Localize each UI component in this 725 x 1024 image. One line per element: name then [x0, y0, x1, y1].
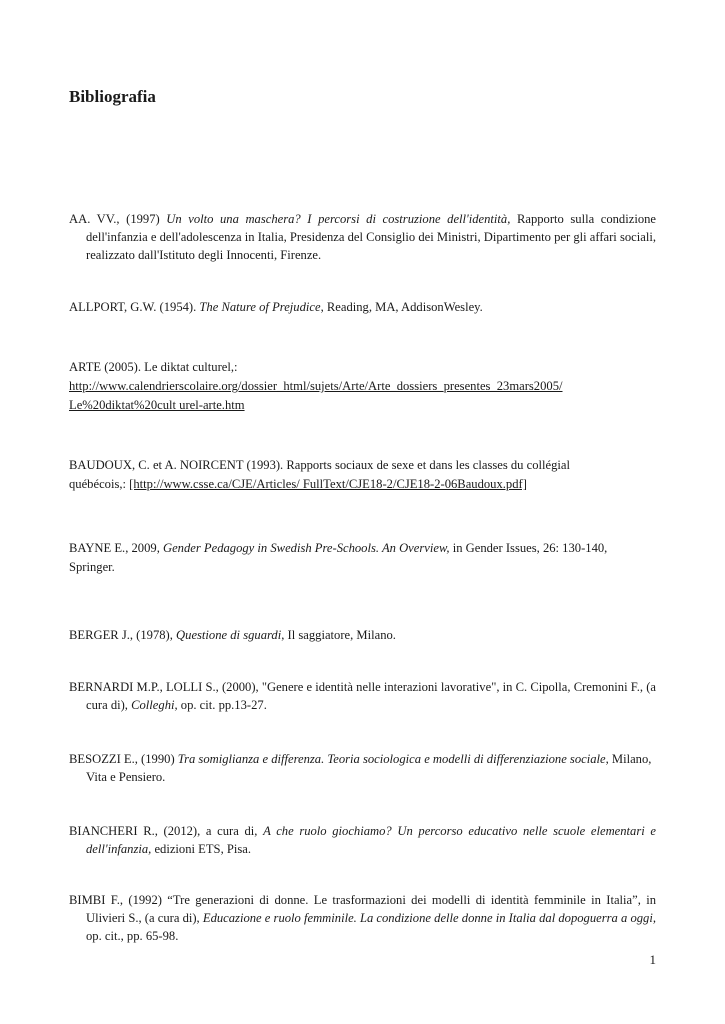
entry-title: Gender Pedagogy in Swedish Pre-Schools. An Overview,	[163, 541, 450, 555]
bibliography-entry-biancheri	[69, 822, 656, 858]
bibliography-entry-baudoux	[69, 456, 656, 494]
bibliography-entry-besozzi	[69, 750, 656, 786]
entry-text: in Gender Issues, 26: 130-140,	[449, 541, 608, 555]
entry-text: BESOZZI E., (1990)	[69, 752, 178, 766]
entry-title: The Nature of Prejudice	[199, 300, 321, 314]
entry-text: op. cit. pp.13-27.	[177, 698, 267, 712]
entry-text: Milano, Vita e Pensiero.	[86, 752, 652, 784]
entry-text: , Il saggiatore, Milano.	[281, 628, 396, 642]
entry-title: A che ruolo giochiamo? Un percorso educativo nelle scuole elementari e dell'infanzia,	[86, 824, 656, 856]
bibliography-entry-allport	[69, 298, 656, 316]
bibliography-entry-arte	[69, 358, 656, 415]
entry-text: ARTE (2005). Le diktat culturel,:	[69, 360, 238, 374]
entry-text: ALLPORT, G.W. (1954).	[69, 300, 200, 314]
entry-text: AA. VV., (1997)	[69, 212, 167, 226]
entry-text: québécois,:	[69, 477, 130, 491]
bibliography-entry-berger	[69, 626, 656, 644]
entry-text: BAUDOUX, C. et A. NOIRCENT (1993). Rapports sociaux de sexe et dans les classes du collégial	[69, 458, 570, 472]
bibliography-entry-aavv	[69, 210, 656, 264]
bibliography-entry-bimbi	[69, 891, 656, 945]
bibliography-entry-bayne	[69, 539, 656, 577]
entry-link[interactable]: [http://www.csse.ca/CJE/Articles/ FullText/CJE18-2/CJE18-2-06Baudoux.pdf]	[129, 477, 527, 491]
entry-text: Springer.	[69, 560, 115, 574]
page-number: 1	[649, 952, 656, 967]
entry-title: Tra somiglianza e differenza. Teoria sociologica e modelli di differenziazione sociale,	[177, 752, 609, 766]
entry-text: Rapporto sulla condizione dell'infanzia e dell'adolescenza in Italia, Presidenza del Consiglio dei Ministri, Dipartimento per gli affari sociali, realizzato dall'Istituto degli Innocenti, Firenze.	[86, 212, 657, 262]
entry-text: BAYNE E., 2009,	[69, 541, 163, 555]
entry-text: BIANCHERI R., (2012), a cura di,	[69, 824, 264, 838]
entry-link[interactable]: Le%20diktat%20cult urel-arte.htm	[69, 398, 245, 412]
entry-title: Questione di sguardi	[176, 628, 282, 642]
entry-text: BERGER J., (1978),	[69, 628, 177, 642]
page-title: Bibliografia	[69, 87, 156, 106]
entry-text: BERNARDI M.P., LOLLI S., (2000), "Genere e identità nelle interazioni lavorative", in C. Cipolla, Cremonini F., (a cura di),	[69, 680, 656, 712]
entry-link[interactable]: http://www.calendrierscolaire.org/dossier_html/sujets/Arte/Arte_dossiers_presentes_23mars2005/	[69, 379, 563, 393]
bibliography-entry-bernardi	[69, 678, 656, 714]
entry-text: BIMBI F., (1992) “Tre generazioni di donne. Le trasformazioni dei modelli di identità femminile in Italia”, in Ulivieri S., (a cura di),	[69, 893, 656, 925]
entry-title: Un volto una maschera? I percorsi di costruzione dell'identità,	[166, 212, 511, 226]
entry-text: , Reading, MA, AddisonWesley.	[320, 300, 483, 314]
entry-text: op. cit., pp. 65-98.	[86, 929, 179, 943]
entry-title: Educazione e ruolo femminile. La condizione delle donne in Italia dal dopoguerra a oggi,	[202, 911, 656, 925]
entry-text: edizioni ETS, Pisa.	[151, 842, 252, 856]
entry-title: Colleghi,	[131, 698, 178, 712]
